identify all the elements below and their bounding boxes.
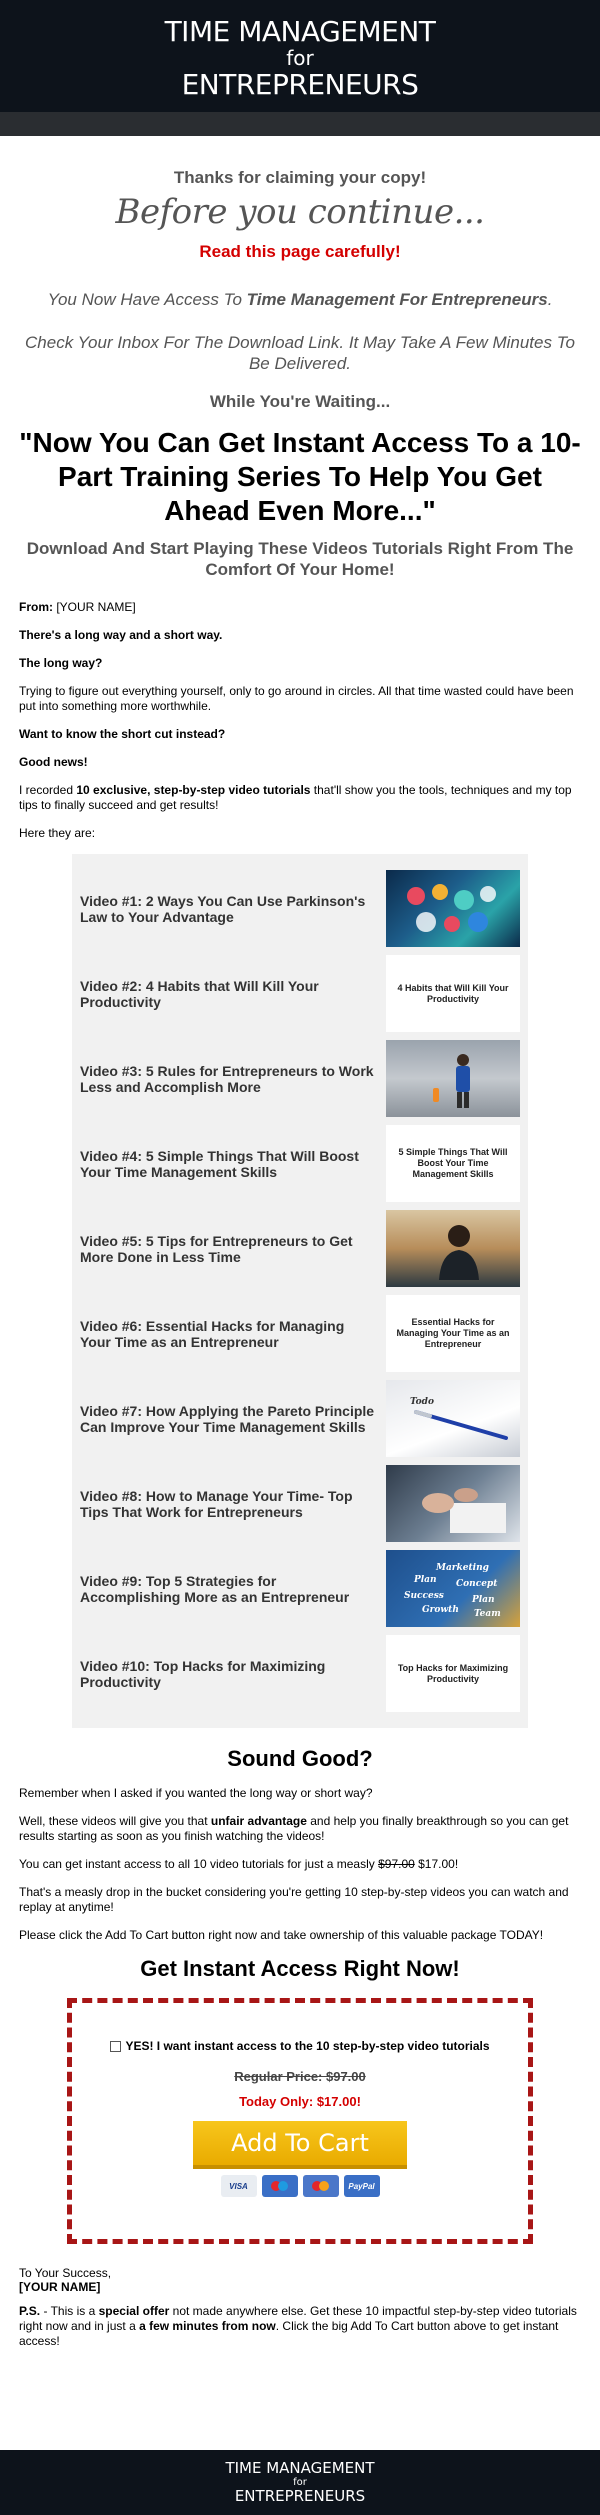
video-thumbnail xyxy=(386,1040,520,1117)
letter-p6-b: 10 exclusive, step-by-step video tutorials xyxy=(76,783,311,797)
letter-paragraph xyxy=(19,755,581,770)
access-product: Time Management For Entrepreneurs xyxy=(246,290,548,309)
video-thumbnail xyxy=(386,1210,520,1287)
video-item xyxy=(80,1546,520,1631)
paypal-icon: PayPal xyxy=(344,2175,380,2197)
letter-paragraph xyxy=(19,656,581,671)
pitch-p4: That's a measly drop in the bucket considering you're getting 10 step-by-step videos you can watch and replay at anytime! xyxy=(19,1885,569,1914)
pitch-p2-a: Well, these videos will give you that xyxy=(19,1814,211,1828)
postscript xyxy=(19,2304,581,2349)
ps-a: - This is a xyxy=(40,2304,99,2318)
letter-p5: Good news! xyxy=(19,755,88,769)
svg-text:Plan: Plan xyxy=(472,1594,495,1605)
video-thumbnail xyxy=(386,870,520,947)
video-item xyxy=(80,866,520,951)
ps-label: P.S. xyxy=(19,2304,41,2318)
video-thumbnail: 5 Simple Things That Will Boost Your Time Management Skills xyxy=(386,1125,520,1202)
video-thumbnail: 4 Habits that Will Kill Your Productivity xyxy=(386,955,520,1032)
pitch-p5: Please click the Add To Cart button right now and take ownership of this valuable package TODAY! xyxy=(19,1928,544,1942)
from-name: [YOUR NAME] xyxy=(56,600,136,614)
video-title: Video #2: 4 Habits that Will Kill Your Productivity xyxy=(80,977,319,1010)
video-thumbnail xyxy=(386,1380,520,1457)
video-title: Video #8: How to Manage Your Time- Top Tips That Work for Entrepreneurs xyxy=(80,1487,353,1520)
get-access-heading: Get Instant Access Right Now! xyxy=(140,1956,460,1981)
access-prefix: You Now Have Access To xyxy=(47,290,247,309)
signoff-name: [YOUR NAME] xyxy=(19,2280,101,2294)
svg-text:Team: Team xyxy=(474,1608,501,1619)
thanks-text: Thanks for claiming your copy! xyxy=(173,168,427,187)
pitch-p1: Remember when I asked if you wanted the long way or short way? xyxy=(19,1786,373,1800)
footer-title-line1: TIME MANAGEMENT xyxy=(225,2459,375,2477)
read-carefully-text: Read this page carefully! xyxy=(199,242,401,261)
svg-text:Marketing: Marketing xyxy=(436,1562,489,1573)
video-item xyxy=(80,1036,520,1121)
svg-text:Success: Success xyxy=(404,1590,444,1601)
video-item xyxy=(80,1121,520,1206)
signoff xyxy=(19,2266,581,2294)
pitch-p2 xyxy=(19,1814,581,1844)
letter-p6-a: I recorded xyxy=(19,783,77,797)
letter-p2: The long way? xyxy=(19,656,103,670)
svg-text:Plan: Plan xyxy=(414,1574,437,1585)
video-list xyxy=(72,854,528,1728)
offer-yes-text: YES! I want instant access to the 10 step-by-step video tutorials xyxy=(125,2039,490,2053)
video-title: Video #10: Top Hacks for Maximizing Productivity xyxy=(80,1657,326,1690)
header-title-line2: for xyxy=(286,46,314,70)
svg-text:Growth: Growth xyxy=(422,1604,459,1615)
header-banner xyxy=(0,0,600,136)
ps-c: not made anywhere else. Get these 10 impactful step-by-step video tutorials right now and in just a xyxy=(19,2304,577,2333)
pitch-p3-a: You can get instant access to all 10 video tutorials for just a measly xyxy=(19,1857,379,1871)
letter-p6-c: that'll show you the tools, techniques and my top tips to finally succeed and get results! xyxy=(19,783,572,812)
pen-icon xyxy=(396,1388,510,1450)
svg-text:Concept: Concept xyxy=(456,1578,498,1589)
to-your-success: To Your Success, xyxy=(19,2266,112,2280)
letter-p6 xyxy=(19,783,581,813)
video-title: Video #9: Top 5 Strategies for Accomplishing More as an Entrepreneur xyxy=(80,1572,350,1605)
pitch-p3 xyxy=(19,1857,581,1872)
video-item xyxy=(80,1461,520,1546)
waiting-text: While You're Waiting... xyxy=(209,392,391,411)
new-price: $17.00! xyxy=(414,1857,459,1871)
video-item xyxy=(80,1291,520,1376)
video-thumbnail: Essential Hacks for Managing Your Time as an Entrepreneur xyxy=(386,1295,520,1372)
main-content xyxy=(0,168,600,2349)
hands-laptop-icon xyxy=(396,1473,510,1535)
ps-d: a few minutes from now xyxy=(139,2319,276,2333)
svg-text:Todo: Todo xyxy=(410,1396,434,1407)
letter-p4: Want to know the short cut instead? xyxy=(19,727,226,741)
old-price: $97.00 xyxy=(378,1857,415,1871)
video-title: Video #1: 2 Ways You Can Use Parkinson's Law to Your Advantage xyxy=(80,892,366,925)
pitch-p2-c: and help you finally breakthrough so you can get results starting as soon as you finish watching the videos! xyxy=(19,1814,569,1843)
video-item xyxy=(80,951,520,1036)
pitch-body xyxy=(19,1786,581,1943)
offer-checkbox[interactable] xyxy=(110,2041,121,2052)
video-thumbnail xyxy=(386,1465,520,1542)
letter-paragraph xyxy=(19,727,581,742)
ps-b: special offer xyxy=(98,2304,170,2318)
video-title: Video #7: How Applying the Pareto Principle Can Improve Your Time Management Skills xyxy=(80,1402,375,1435)
letter-p3: Trying to figure out everything yourself, only to go around in circles. All that time wasted could have been put into something more worthwhile. xyxy=(19,684,574,713)
visa-icon: VISA xyxy=(221,2175,257,2197)
sound-good-heading: Sound Good? xyxy=(227,1746,373,1771)
main-headline: "Now You Can Get Instant Access To a 10-Part Training Series To Help You Get Ahead Even More..." xyxy=(19,427,581,526)
sub-headline: Download And Start Playing These Videos Tutorials Right From The Comfort Of Your Home! xyxy=(26,539,574,579)
offer-checkbox-row[interactable] xyxy=(110,2039,489,2053)
today-price: Today Only: $17.00! xyxy=(239,2094,361,2109)
header-title-line1: TIME MANAGEMENT xyxy=(164,15,436,48)
video-title: Video #3: 5 Rules for Entrepreneurs to Work Less and Accomplish More xyxy=(80,1062,374,1095)
payment-cards xyxy=(221,2175,380,2197)
person-thinking-icon xyxy=(423,1218,483,1280)
video-title: Video #6: Essential Hacks for Managing Your Time as an Entrepreneur xyxy=(80,1317,345,1350)
header-title-line3: ENTREPRENEURS xyxy=(181,68,419,101)
apps-icon xyxy=(396,878,510,940)
regular-price: Regular Price: $97.00 xyxy=(234,2069,366,2084)
access-suffix: . xyxy=(547,290,553,309)
strategy-words-icon xyxy=(396,1558,510,1620)
footer-title-line3: ENTREPRENEURS xyxy=(234,2487,366,2505)
video-item xyxy=(80,1631,520,1716)
before-you-continue-heading: Before you continue... xyxy=(115,192,485,232)
letter-paragraph xyxy=(19,628,581,643)
letter-p7: Here they are: xyxy=(19,826,96,840)
maestro-icon xyxy=(262,2175,298,2197)
mastercard-icon xyxy=(303,2175,339,2197)
video-thumbnail xyxy=(386,1550,520,1627)
person-phone-icon xyxy=(423,1048,483,1110)
from-label: From: xyxy=(19,600,53,614)
access-text xyxy=(19,290,581,310)
letter-p1: There's a long way and a short way. xyxy=(19,628,223,642)
footer-banner xyxy=(0,2450,600,2515)
footer-title-line2: for xyxy=(293,2477,307,2488)
offer-box xyxy=(67,1998,533,2244)
video-title: Video #4: 5 Simple Things That Will Boost Your Time Management Skills xyxy=(80,1147,359,1180)
add-to-cart-button[interactable]: Add To Cart xyxy=(193,2121,407,2169)
video-item xyxy=(80,1206,520,1291)
from-line xyxy=(19,600,581,615)
sales-letter xyxy=(19,600,581,841)
video-title: Video #5: 5 Tips for Entrepreneurs to Get More Done in Less Time xyxy=(80,1232,353,1265)
ps-e: . Click the big Add To Cart button above to get instant access! xyxy=(19,2319,559,2348)
inbox-text: Check Your Inbox For The Download Link. It May Take A Few Minutes To Be Delivered. xyxy=(25,333,575,373)
video-item xyxy=(80,1376,520,1461)
video-thumbnail: Top Hacks for Maximizing Productivity xyxy=(386,1635,520,1712)
pitch-p2-b: unfair advantage xyxy=(210,1814,307,1828)
